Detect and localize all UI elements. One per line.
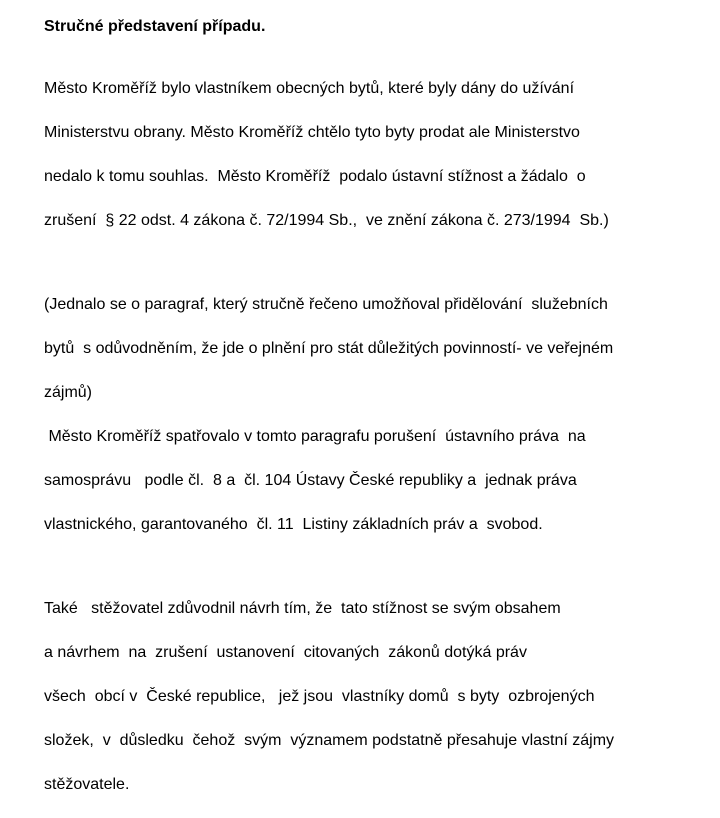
- text-line: Město Kroměříž bylo vlastníkem obecných bytů, které byly dány do užívání: [44, 80, 575, 97]
- paragraph-paragraph-explanation: [44, 272, 694, 558]
- paragraph-complainant-reasoning: [44, 576, 694, 818]
- text-line: Také stěžovatel zdůvodnil návrh tím, že tato stížnost se svým obsahem: [44, 600, 561, 617]
- text-line: Ministerstvu obrany. Město Kroměříž chtělo tyto byty prodat ale Ministerstvo: [44, 124, 580, 141]
- text-line: složek, v důsledku čehož svým významem podstatně přesahuje vlastní zájmy: [44, 732, 615, 749]
- text-line: vlastnického, garantovaného čl. 11 Listiny základních práv a svobod.: [44, 516, 543, 533]
- document-title: Stručné představení případu.: [44, 18, 266, 35]
- paragraph-case-background: [44, 56, 694, 254]
- text-line: nedalo k tomu souhlas. Město Kroměříž podalo ústavní stížnost a žádalo o: [44, 168, 586, 185]
- text-line: a návrhem na zrušení ustanovení citovaných zákonů dotýká práv: [44, 644, 527, 661]
- text-line: zájmů): [44, 384, 93, 401]
- text-line: stěžovatele.: [44, 776, 130, 793]
- text-line: všech obcí v České republice, jež jsou vlastníky domů s byty ozbrojených: [44, 688, 595, 705]
- text-line: Město Kroměříž spatřovalo v tomto paragrafu porušení ústavního práva na: [44, 428, 586, 445]
- text-line: samosprávu podle čl. 8 a čl. 104 Ústavy České republiky a jednak práva: [44, 472, 577, 489]
- text-line: zrušení § 22 odst. 4 zákona č. 72/1994 Sb., ve znění zákona č. 273/1994 Sb.): [44, 212, 609, 229]
- text-line: bytů s odůvodněním, že jde o plnění pro stát důležitých povinností- ve veřejném: [44, 340, 614, 357]
- document-body: [44, 16, 694, 818]
- text-line: (Jednalo se o paragraf, který stručně řečeno umožňoval přidělování služebních: [44, 296, 608, 313]
